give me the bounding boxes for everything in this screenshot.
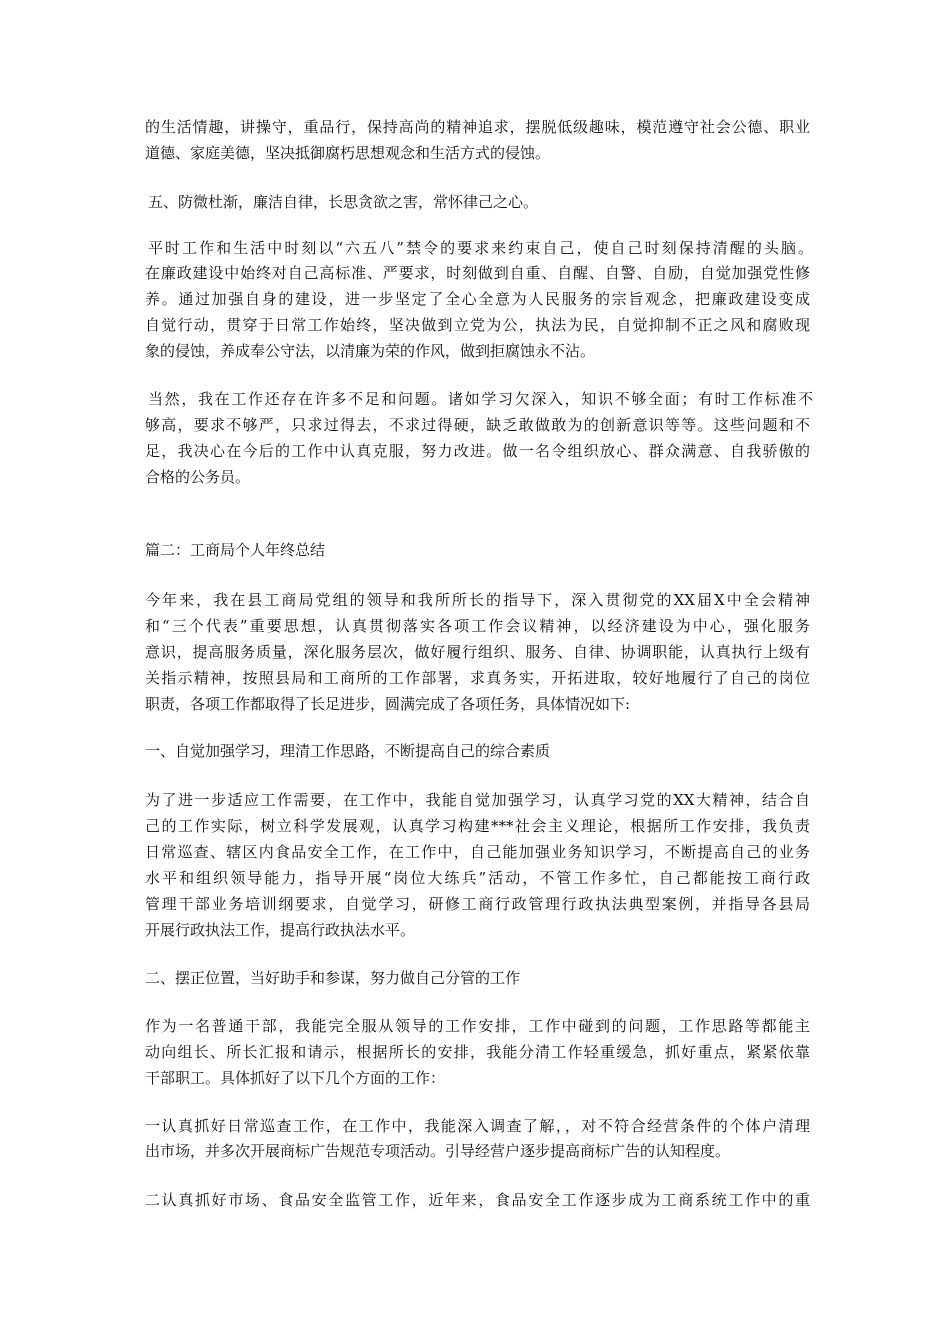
paragraph-line: 职责，各项工作都取得了长足进步，圆满完成了各项任务，具体情况如下: <box>145 695 631 713</box>
paragraph-line: 日常巡查、辖区内食品安全工作，在工作中，自己能加强业务知识学习，不断提高自己的业务 <box>145 843 810 861</box>
paragraph-line: 一认真抓好日常巡查工作，在工作中，我能深入调查了解，，对不符合经营条件的个体户清理 <box>145 1117 810 1135</box>
paragraph-line: 象的侵蚀，养成奉公守法，以清廉为荣的作风，做到拒腐蚀永不沾。 <box>145 342 596 360</box>
paragraph-line: 在廉政建设中始终对自己高标准、严要求，时刻做到自重、自醒、自警、自励，自觉加强党性修 <box>145 264 810 282</box>
paragraph-line: 关指示精神，按照县局和工商所的工作部署，求真务实，开拓进取，较好地履行了自己的岗位 <box>145 669 810 687</box>
paragraph-line: 干部职工。具体抓好了以下几个方面的工作： <box>145 1069 446 1087</box>
section-heading-two: 二、摆正位置，当好助手和参谋，努力做自己分管的工作 <box>145 969 521 987</box>
paragraph-line: 为了进一步适应工作需要，在工作中，我能自觉加强学习，认真学习党的XX大精神，结合自 <box>145 791 810 809</box>
paragraph-line: 合格的公务员。 <box>145 468 251 486</box>
paragraph-line: 水平和组织领导能力，指导开展“岗位大练兵”活动，不管工作多忙，自己都能按工商行政 <box>145 869 810 887</box>
paragraph-line: 和“三个代表”重要思想，认真贯彻落实各项工作会议精神，以经济建设为中心，强化服务 <box>145 617 810 635</box>
paragraph-line: 平时工作和生活中时刻以“六五八”禁令的要求来约束自己，使自己时刻保持清醒的头脑。 <box>148 239 813 257</box>
paragraph-line: 开展行政执法工作，提高行政执法水平。 <box>145 921 416 939</box>
paragraph-line: 足，我决心在今后的工作中认真克服，努力改进。做一名令组织放心、群众满意、自我骄傲的 <box>145 442 810 460</box>
article-title: 篇二：工商局个人年终总结 <box>145 541 326 559</box>
paragraph-line: 动向组长、所长汇报和请示，根据所长的安排，我能分清工作轻重缓急，抓好重点，紧紧依靠 <box>145 1043 810 1061</box>
section-heading-five: 五、防微杜渐，廉洁自律，长思贪欲之害，常怀律己之心。 <box>148 193 539 211</box>
paragraph-line: 出市场，并多次开展商标广告规范专项活动。引导经营户逐步提高商标广告的认知程度。 <box>145 1142 731 1160</box>
paragraph-line: 当然，我在工作还存在许多不足和问题。诸如学习欠深入，知识不够全面；有时工作标准不 <box>148 390 813 408</box>
paragraph-line: 意识，提高服务质量，深化服务层次，做好履行组织、服务、自律、协调职能，认真执行上级有 <box>145 643 810 661</box>
paragraph-line: 今年来，我在县工商局党组的领导和我所所长的指导下，深入贯彻党的XX届X中全会精神 <box>145 591 810 609</box>
section-heading-one: 一、自觉加强学习，理清工作思路，不断提高自己的综合素质 <box>145 742 551 760</box>
paragraph-line: 二认真抓好市场、食品安全监管工作，近年来，食品安全工作逐步成为工商系统工作中的重 <box>145 1191 810 1209</box>
paragraph-line: 养。通过加强自身的建设，进一步坚定了全心全意为人民服务的宗旨观念，把廉政建设变成 <box>145 290 810 308</box>
paragraph-line: 的生活情趣，讲操守，重品行，保持高尚的精神追求，摆脱低级趣味，模范遵守社会公德、职业 <box>145 118 810 136</box>
paragraph-line: 够高，要求不够严，只求过得去，不求过得硬，缺乏敢做敢为的创新意识等等。这些问题和不 <box>145 416 810 434</box>
paragraph-line: 道德、家庭美德，坚决抵御腐朽思想观念和生活方式的侵蚀。 <box>145 144 551 162</box>
paragraph-line: 管理干部业务培训纲要求，自觉学习，研修工商行政管理行政执法典型案例，并指导各县局 <box>145 895 810 913</box>
paragraph-line: 作为一名普通干部，我能完全服从领导的工作安排，工作中碰到的问题，工作思路等都能主 <box>145 1017 810 1035</box>
paragraph-line: 自觉行动，贯穿于日常工作始终，坚决做到立党为公，执法为民，自觉抑制不正之风和腐败现 <box>145 316 810 334</box>
paragraph-line: 己的工作实际，树立科学发展观，认真学习构建***社会主义理论，根据所工作安排，我负责 <box>145 817 810 835</box>
